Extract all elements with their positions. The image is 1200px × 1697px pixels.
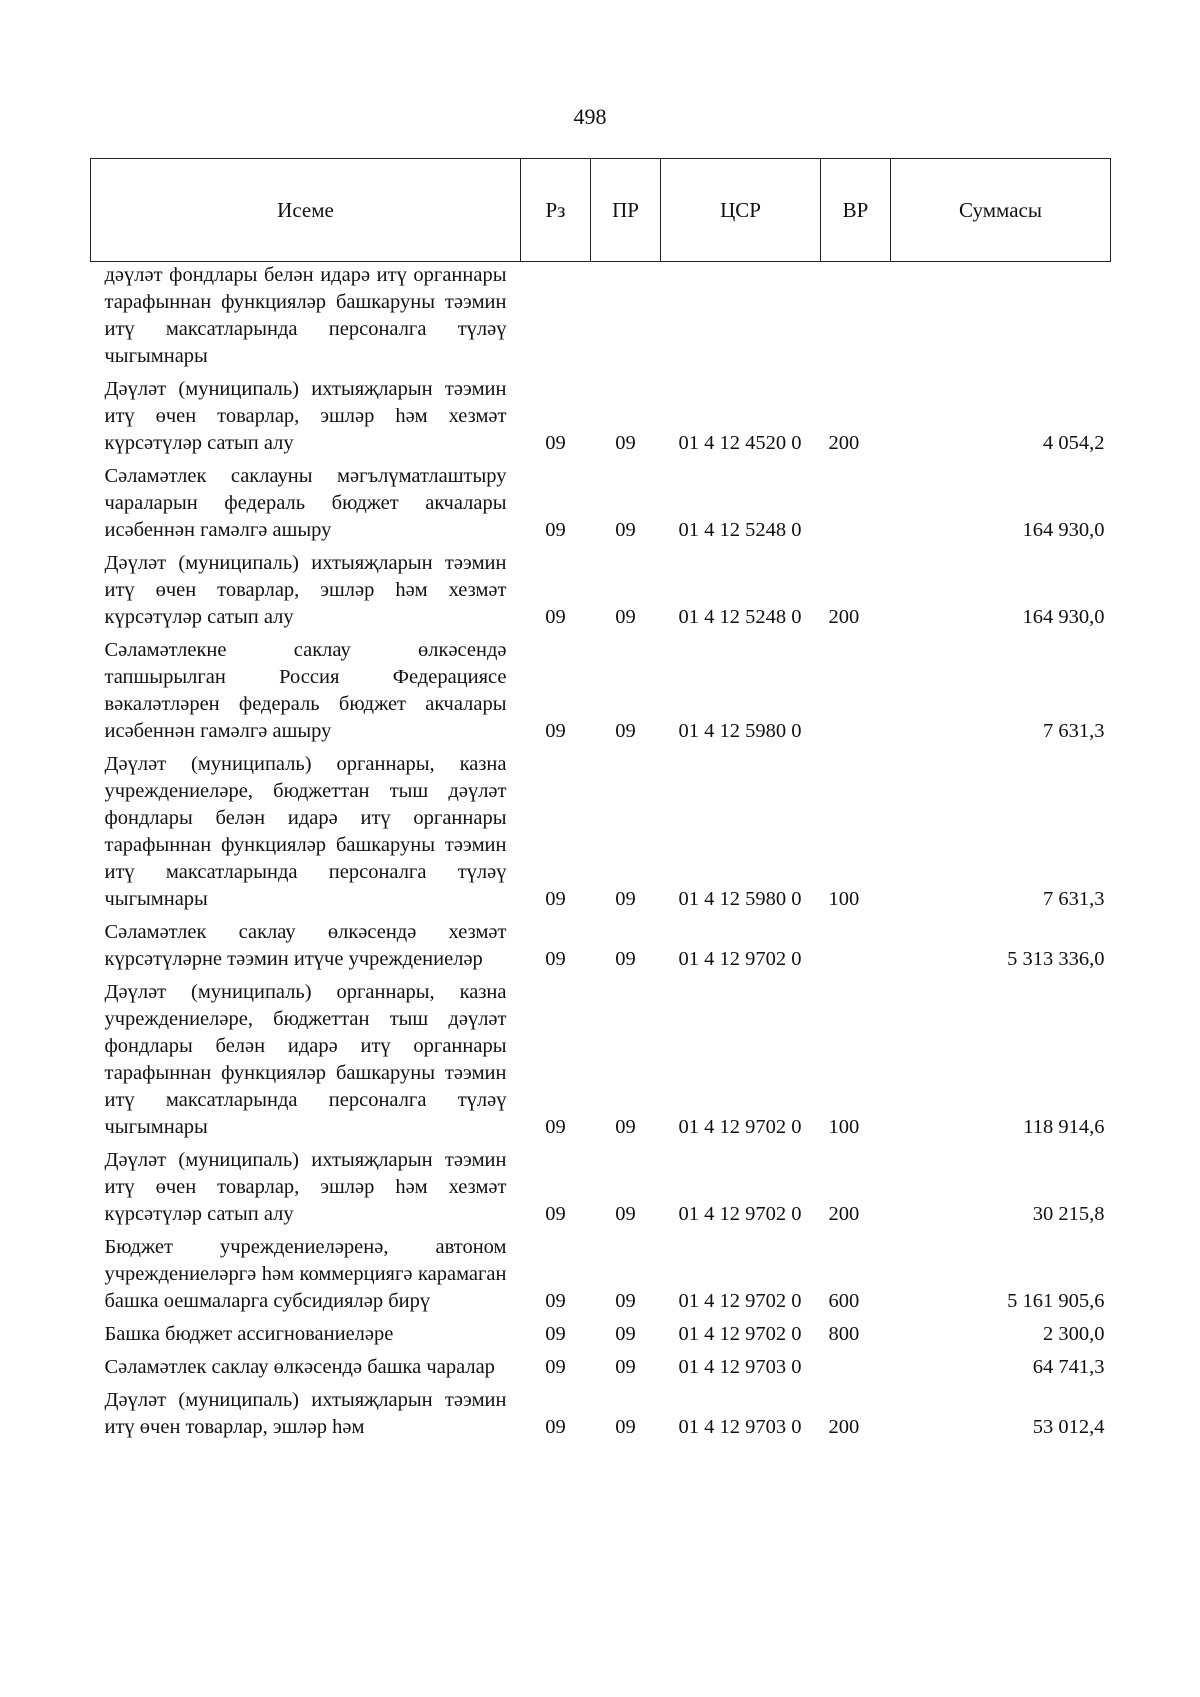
cell-csr: 01 4 12 9702 0: [678, 1116, 802, 1138]
header-vr: ВР: [821, 159, 891, 262]
cell-csr: 01 4 12 9702 0: [678, 1323, 802, 1345]
cell-name: дәүләт фондлары белән идарә итү органнары тарафыннан функцияләр башкаруны тәэмин итү максатларында персоналга түләү чыгымнары: [104, 264, 507, 367]
table-row: [91, 979, 1111, 1147]
cell-name: Башка бюджет ассигнованиеләре: [104, 1323, 394, 1345]
cell-sum: 64 741,3: [1032, 1356, 1105, 1378]
cell-csr: [661, 262, 821, 377]
cell-csr: 01 4 12 5980 0: [678, 720, 802, 742]
header-name: Исеме: [91, 159, 521, 262]
cell-vr: 200: [828, 432, 860, 454]
cell-rz: 09: [545, 432, 566, 454]
cell-rz: 09: [545, 1356, 566, 1378]
cell-rz: 09: [545, 1203, 566, 1225]
cell-csr: 01 4 12 9703 0: [678, 1356, 802, 1378]
cell-name: Сәламәтлек саклау өлкәсендә башка чаралар: [104, 1356, 495, 1378]
cell-pr: 09: [615, 720, 636, 742]
header-row: [91, 159, 1111, 262]
cell-csr: 01 4 12 9702 0: [678, 948, 802, 970]
table-row: [91, 1234, 1111, 1321]
cell-name: Сәламәтлек саклауны мәгълүматлаштыру чараларын федераль бюджет акчалары исәбеннән гамәлгә ашыру: [104, 465, 507, 541]
cell-sum: 164 930,0: [1022, 519, 1105, 541]
cell-pr: 09: [615, 948, 636, 970]
cell-pr: 09: [615, 519, 636, 541]
table-body: [91, 262, 1111, 1448]
cell-name: Дәүләт (муниципаль) ихтыяҗларын тәэмин итү өчен товарлар, эшләр һәм хезмәт күрсәтүләр сатып алу: [104, 1149, 507, 1225]
table-row: [91, 637, 1111, 751]
header-rz: Рз: [521, 159, 591, 262]
cell-sum: 53 012,4: [1032, 1416, 1105, 1438]
cell-pr: 09: [615, 1290, 636, 1312]
header-csr: ЦСР: [661, 159, 821, 262]
cell-name: Дәүләт (муниципаль) ихтыяҗларын тәэмин итү өчен товарлар, эшләр һәм хезмәт күрсәтүләр сатып алу: [104, 552, 507, 628]
cell-rz: 09: [545, 1290, 566, 1312]
header-pr: ПР: [591, 159, 661, 262]
cell-rz: 09: [545, 948, 566, 970]
cell-pr: 09: [615, 1356, 636, 1378]
cell-name: Сәламәтлек саклау өлкәсендә хезмәт күрсәтүләрне тәэмин итүче учреждениеләр: [104, 921, 507, 970]
cell-csr: 01 4 12 5248 0: [678, 519, 802, 541]
table-row: [91, 550, 1111, 637]
cell-vr: 600: [828, 1290, 860, 1312]
cell-rz: 09: [545, 1323, 566, 1345]
cell-rz: [521, 262, 591, 377]
cell-pr: 09: [615, 888, 636, 910]
cell-csr: 01 4 12 9703 0: [678, 1416, 802, 1438]
cell-rz: 09: [545, 1416, 566, 1438]
table-row: [91, 463, 1111, 550]
cell-name: Дәүләт (муниципаль) ихтыяҗларын тәэмин итү өчен товарлар, эшләр һәм: [104, 1389, 507, 1438]
cell-vr: 200: [828, 606, 860, 628]
table-row: [91, 919, 1111, 979]
cell-pr: 09: [615, 1416, 636, 1438]
cell-vr: 800: [828, 1323, 860, 1345]
cell-csr: 01 4 12 5248 0: [678, 606, 802, 628]
cell-name: Бюджет учреждениеләренә, автоном учреждениеләргә һәм коммерциягә карамаган башка оешмаларга субсидияләр бирү: [104, 1236, 507, 1312]
table-row: [91, 262, 1111, 377]
cell-name: Дәүләт (муниципаль) органнары, казна учреждениеләре, бюджеттан тыш дәүләт фондлары белән идарә итү органнары тарафыннан функцияләр башкаруны тәэмин итү максатларында персоналга түләү чыгымнары: [104, 981, 507, 1138]
cell-pr: [591, 262, 661, 377]
budget-table-container: [90, 158, 1110, 1447]
cell-csr: 01 4 12 9702 0: [678, 1203, 802, 1225]
cell-sum: 7 631,3: [1043, 720, 1105, 742]
cell-vr: [821, 1354, 891, 1387]
table-row: [91, 1354, 1111, 1387]
cell-vr: [821, 919, 891, 979]
table-header: [91, 159, 1111, 262]
cell-pr: 09: [615, 1116, 636, 1138]
cell-vr: [821, 637, 891, 751]
cell-vr: 200: [828, 1203, 860, 1225]
cell-name: Дәүләт (муниципаль) органнары, казна учреждениеләре, бюджеттан тыш дәүләт фондлары белән идарә итү органнары тарафыннан функцияләр башкаруны тәэмин итү максатларында персоналга түләү чыгымнары: [104, 753, 507, 910]
table-row: [91, 751, 1111, 919]
cell-sum: 164 930,0: [1022, 606, 1105, 628]
cell-csr: 01 4 12 9702 0: [678, 1290, 802, 1312]
cell-rz: 09: [545, 519, 566, 541]
cell-vr: 100: [828, 888, 860, 910]
cell-pr: 09: [615, 432, 636, 454]
cell-sum: 30 215,8: [1032, 1203, 1105, 1225]
cell-sum: 7 631,3: [1043, 888, 1105, 910]
cell-vr: 200: [828, 1416, 860, 1438]
header-sum: Суммасы: [891, 159, 1111, 262]
budget-table: [90, 158, 1111, 1447]
cell-vr: [821, 262, 891, 377]
cell-sum: 5 161 905,6: [1007, 1290, 1105, 1312]
cell-rz: 09: [545, 888, 566, 910]
cell-pr: 09: [615, 1203, 636, 1225]
cell-name: Сәламәтлекне саклау өлкәсендә тапшырылган Россия Федерациясе вәкаләтләрен федераль бюджет акчалары исәбеннән гамәлгә ашыру: [104, 639, 507, 742]
table-row: [91, 376, 1111, 463]
table-row: [91, 1387, 1111, 1447]
cell-vr: [821, 463, 891, 550]
table-row: [91, 1147, 1111, 1234]
cell-sum: 118 914,6: [1023, 1116, 1105, 1138]
cell-rz: 09: [545, 720, 566, 742]
cell-sum: 4 054,2: [1043, 432, 1105, 454]
cell-csr: 01 4 12 5980 0: [678, 888, 802, 910]
cell-pr: 09: [615, 606, 636, 628]
cell-sum: 5 313 336,0: [1007, 948, 1105, 970]
cell-rz: 09: [545, 1116, 566, 1138]
cell-sum: 2 300,0: [1043, 1323, 1105, 1345]
cell-sum: [891, 262, 1111, 377]
cell-pr: 09: [615, 1323, 636, 1345]
cell-csr: 01 4 12 4520 0: [678, 432, 802, 454]
cell-vr: 100: [828, 1116, 860, 1138]
table-row: [91, 1321, 1111, 1354]
page-number: 498: [573, 104, 607, 129]
cell-name: Дәүләт (муниципаль) ихтыяҗларын тәэмин итү өчен товарлар, эшләр һәм хезмәт күрсәтүләр сатып алу: [104, 378, 507, 454]
cell-rz: 09: [545, 606, 566, 628]
